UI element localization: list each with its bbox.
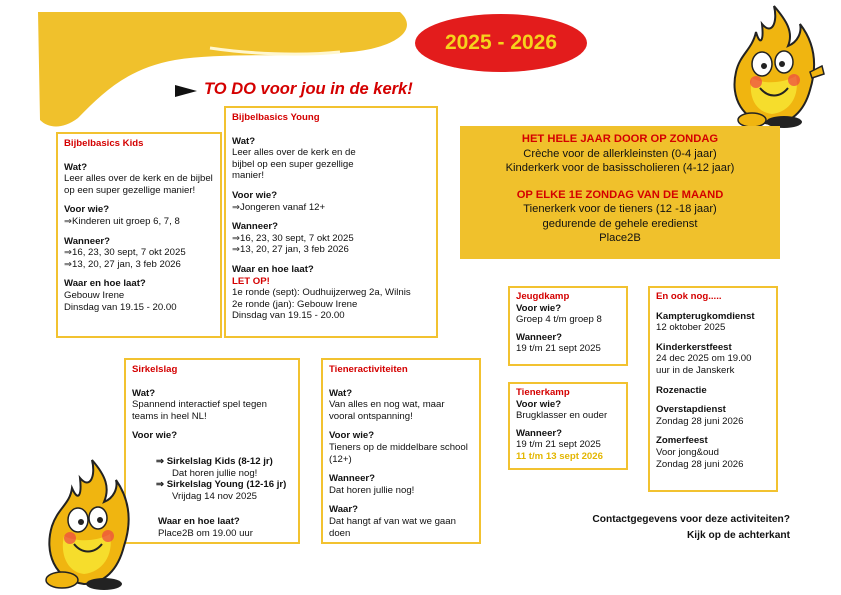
text-wanneer-2: 11 t/m 13 sept 2026 [516, 450, 603, 462]
sirkelslag-young-text: Vrijdag 14 nov 2025 [172, 490, 257, 502]
label-wat: Wat? [329, 387, 353, 399]
contact-line-1: Contactgegevens voor deze activiteiten? [592, 514, 790, 525]
text-waar-2: Dinsdag van 19.15 - 20.00 [64, 301, 177, 313]
event-5-title: Zomerfeest [656, 435, 708, 447]
text-voor-wie: Tieners op de middelbare school (12+) [329, 441, 468, 465]
text-wanneer: Dat horen jullie nog! [329, 484, 415, 496]
label-voor-wie: Voor wie? [516, 302, 562, 314]
text-wat: Leer alles over de kerk en de bijbel op een super gezellige manier! [232, 147, 356, 182]
sunday-line-4: gedurende de gehele eredienst [542, 217, 698, 230]
card-tienerkamp [508, 382, 628, 470]
event-5-line-2: Zondag 28 juni 2026 [656, 458, 744, 470]
label-wanneer: Wanneer? [232, 221, 279, 233]
card-jeugdkamp [508, 286, 628, 366]
label-voor-wie: Voor wie? [329, 430, 375, 442]
contact-line-2: Kijk op de achterkant [686, 530, 790, 541]
card-tieneractiviteiten [321, 358, 481, 544]
text-waar-2: 2e ronde (jan): Gebouw Irene [232, 298, 358, 310]
text-wanneer-1: ⇒16, 23, 30 sept, 7 okt 2025 [64, 247, 186, 259]
text-wanneer-2: ⇒13, 20, 27 jan, 3 feb 2026 [232, 244, 349, 256]
card-title: Tieneractiviteiten [329, 364, 408, 375]
text-wat: Leer alles over de kerk en de bijbel op een super gezellige manier! [64, 173, 213, 196]
label-voor-wie: Voor wie? [516, 398, 562, 410]
sunday-heading-1: HET HELE JAAR DOOR OP ZONDAG [521, 133, 719, 145]
flame-mascot-top-icon [722, 2, 826, 130]
label-waar: Waar en hoe laat? [158, 516, 240, 528]
flame-mascot-bottom-icon [38, 452, 138, 592]
sunday-heading-2: OP ELKE 1E ZONDAG VAN DE MAAND [516, 188, 724, 201]
text-voor-wie: Brugklasser en ouder [516, 410, 608, 422]
sunday-line-1: Crèche voor de allerkleinsten (0-4 jaar) [523, 147, 717, 160]
label-wanneer: Wanneer? [64, 235, 111, 247]
sunday-info-box [460, 126, 780, 259]
label-wat: Wat? [232, 135, 256, 147]
card-title: Tienerkamp [516, 387, 570, 398]
year-badge-text: 2025 - 2026 [444, 31, 558, 54]
text-wanneer-1: 19 t/m 21 sept 2025 [516, 439, 601, 451]
sunday-line-5: Place2B [599, 232, 641, 244]
event-2-line-1: 24 dec 2025 om 19.00 [656, 353, 752, 365]
card-sirkelslag [124, 358, 300, 544]
contact-note [592, 512, 790, 544]
label-voor-wie: Voor wie? [64, 204, 110, 216]
label-waar: Waar en hoe laat? [64, 278, 146, 290]
year-badge [415, 14, 587, 72]
event-3-title: Rozenactie [656, 384, 707, 396]
text-wat: Spannend interactief spel tegen teams in heel NL! [132, 399, 267, 422]
label-waar: Waar? [329, 504, 358, 516]
event-2-title: Kinderkerstfeest [656, 341, 732, 353]
let-op-warning: LET OP! [232, 275, 270, 287]
event-4-text: Zondag 28 juni 2026 [656, 415, 744, 427]
sirkelslag-kids-title: ⇒ Sirkelslag Kids (8-12 jr) [156, 455, 273, 467]
text-wanneer: 19 t/m 21 sept 2025 [516, 343, 601, 355]
card-title: En ook nog..... [656, 291, 722, 302]
text-wanneer-2: ⇒13, 20, 27 jan, 3 feb 2026 [64, 258, 181, 270]
event-4-title: Overstapdienst [656, 404, 726, 416]
page-title: TO DO voor jou in de kerk! [204, 80, 413, 98]
sirkelslag-kids-text: Dat horen jullie nog! [172, 467, 258, 479]
event-5-line-1: Voor jong&oud [656, 446, 719, 458]
text-voor-wie: Groep 4 t/m groep 8 [516, 314, 602, 326]
label-waar: Waar en hoe laat? [232, 263, 314, 275]
card-title: Sirkelslag [132, 364, 178, 375]
event-1-title: Kampterugkomdienst [656, 310, 755, 322]
text-voor-wie: ⇒Kinderen uit groep 6, 7, 8 [64, 215, 180, 227]
label-wat: Wat? [132, 387, 156, 399]
card-title: Bijbelbasics Young [232, 112, 320, 123]
text-waar-3: Dinsdag van 19.15 - 20.00 [232, 310, 345, 322]
text-wat: Van alles en nog wat, maar vooral ontspanning! [329, 399, 445, 422]
label-wat: Wat? [64, 161, 88, 173]
text-wanneer-1: ⇒16, 23, 30 sept, 7 okt 2025 [232, 232, 354, 244]
card-bijbelbasics-kids [56, 132, 222, 338]
card-title: Bijbelbasics Kids [64, 138, 144, 149]
label-wanneer: Wanneer? [516, 427, 563, 439]
card-en-ook-nog [648, 286, 778, 492]
arrow-right-icon [175, 85, 197, 97]
label-voor-wie: Voor wie? [232, 189, 278, 201]
event-2-line-2: uur in de Janskerk [656, 364, 735, 376]
label-wanneer: Wanneer? [516, 331, 563, 343]
label-voor-wie: Voor wie? [132, 430, 178, 442]
event-1-text: 12 oktober 2025 [656, 322, 726, 334]
text-waar: Dat hangt af van wat we gaan doen [329, 515, 456, 539]
label-wanneer: Wanneer? [329, 473, 376, 485]
sunday-line-2: Kinderkerk voor de basisscholieren (4-12 jaar) [505, 162, 735, 174]
sunday-line-3: Tienerkerk voor de tieners (12 -18 jaar) [523, 203, 717, 215]
text-voor-wie: ⇒Jongeren vanaf 12+ [232, 201, 326, 213]
card-bijbelbasics-young [224, 106, 438, 338]
text-waar-1: 1e ronde (sept): Oudhuijzerweg 2a, Wilnis [232, 287, 411, 299]
sirkelslag-young-title: ⇒ Sirkelslag Young (12-16 jr) [156, 479, 287, 491]
text-waar: Place2B om 19.00 uur [158, 527, 253, 539]
card-title: Jeugdkamp [516, 291, 570, 302]
text-waar-1: Gebouw Irene [64, 289, 125, 301]
